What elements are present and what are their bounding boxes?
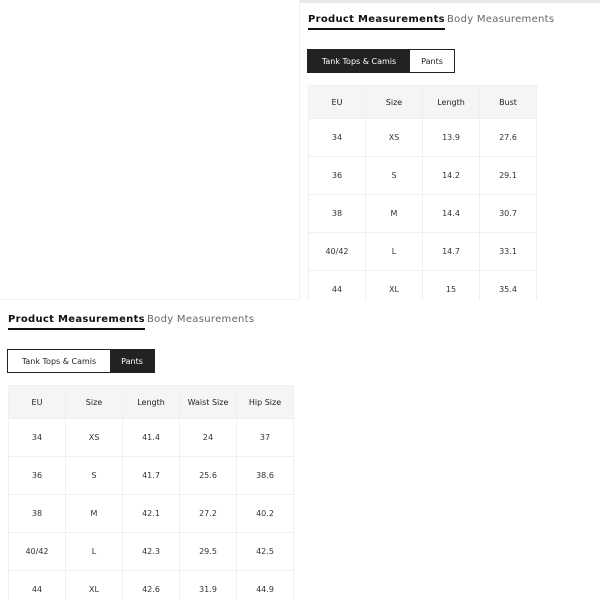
category-pants-button[interactable]: Pants [410, 50, 454, 72]
tank-size-table [308, 85, 537, 300]
table-cell: M [366, 195, 423, 233]
tab-body-measurements[interactable]: Body Measurements [447, 14, 555, 25]
column-header: Size [366, 86, 423, 119]
table-cell: 42.6 [123, 571, 180, 600]
table-cell: XL [66, 571, 123, 600]
table-cell: L [366, 233, 423, 271]
table-cell: L [66, 533, 123, 571]
table-row [309, 271, 537, 301]
panel-top-border [300, 0, 600, 3]
pants-size-table [8, 385, 294, 600]
table-cell: 14.7 [423, 233, 480, 271]
tab-product-measurements[interactable]: Product Measurements [308, 14, 445, 30]
column-header: Bust [480, 86, 537, 119]
table-cell: 15 [423, 271, 480, 301]
table-row [9, 419, 294, 457]
column-header: Hip Size [237, 386, 294, 419]
table-header-row [309, 86, 537, 119]
table-cell: 42.3 [123, 533, 180, 571]
table-cell: 40.2 [237, 495, 294, 533]
table-cell: XL [366, 271, 423, 301]
table-cell: XS [366, 119, 423, 157]
table-cell: 27.6 [480, 119, 537, 157]
table-cell: 41.7 [123, 457, 180, 495]
column-header: EU [309, 86, 366, 119]
table-cell: 13.9 [423, 119, 480, 157]
table-cell: 33.1 [480, 233, 537, 271]
table-row [9, 533, 294, 571]
column-header: Size [66, 386, 123, 419]
table-cell: 27.2 [180, 495, 237, 533]
table-cell: 25.6 [180, 457, 237, 495]
table-cell: 38.6 [237, 457, 294, 495]
table-row [309, 233, 537, 271]
tab-body-measurements[interactable]: Body Measurements [147, 314, 255, 325]
column-header: Length [423, 86, 480, 119]
table-cell: 42.5 [237, 533, 294, 571]
category-toggle [7, 349, 155, 373]
tab-product-measurements[interactable]: Product Measurements [8, 314, 145, 330]
table-cell: 34 [9, 419, 66, 457]
table-cell: S [366, 157, 423, 195]
table-cell: 14.2 [423, 157, 480, 195]
table-cell: 29.1 [480, 157, 537, 195]
category-toggle [307, 49, 455, 73]
table-cell: 42.1 [123, 495, 180, 533]
category-pants-button[interactable]: Pants [110, 350, 154, 372]
table-cell: 36 [9, 457, 66, 495]
table-cell: 36 [309, 157, 366, 195]
table-cell: 38 [309, 195, 366, 233]
column-header: Length [123, 386, 180, 419]
table-cell: S [66, 457, 123, 495]
table-cell: 30.7 [480, 195, 537, 233]
table-cell: XS [66, 419, 123, 457]
table-cell: 35.4 [480, 271, 537, 301]
table-row [309, 119, 537, 157]
category-tank-tops-button[interactable]: Tank Tops & Camis [8, 350, 110, 372]
table-row [9, 457, 294, 495]
table-cell: 44 [9, 571, 66, 600]
table-cell: 41.4 [123, 419, 180, 457]
table-row [9, 571, 294, 600]
table-cell: 24 [180, 419, 237, 457]
table-cell: M [66, 495, 123, 533]
table-row [9, 495, 294, 533]
category-tank-tops-button[interactable]: Tank Tops & Camis [308, 50, 410, 72]
table-cell: 34 [309, 119, 366, 157]
size-guide-tank-panel [300, 0, 600, 300]
table-cell: 29.5 [180, 533, 237, 571]
table-header-row [9, 386, 294, 419]
table-cell: 37 [237, 419, 294, 457]
size-guide-pants-panel [0, 300, 300, 600]
column-header: Waist Size [180, 386, 237, 419]
table-cell: 44.9 [237, 571, 294, 600]
table-cell: 38 [9, 495, 66, 533]
column-header: EU [9, 386, 66, 419]
table-cell: 31.9 [180, 571, 237, 600]
table-cell: 14.4 [423, 195, 480, 233]
table-cell: 40/42 [9, 533, 66, 571]
table-cell: 44 [309, 271, 366, 301]
table-row [309, 157, 537, 195]
table-cell: 40/42 [309, 233, 366, 271]
table-row [309, 195, 537, 233]
